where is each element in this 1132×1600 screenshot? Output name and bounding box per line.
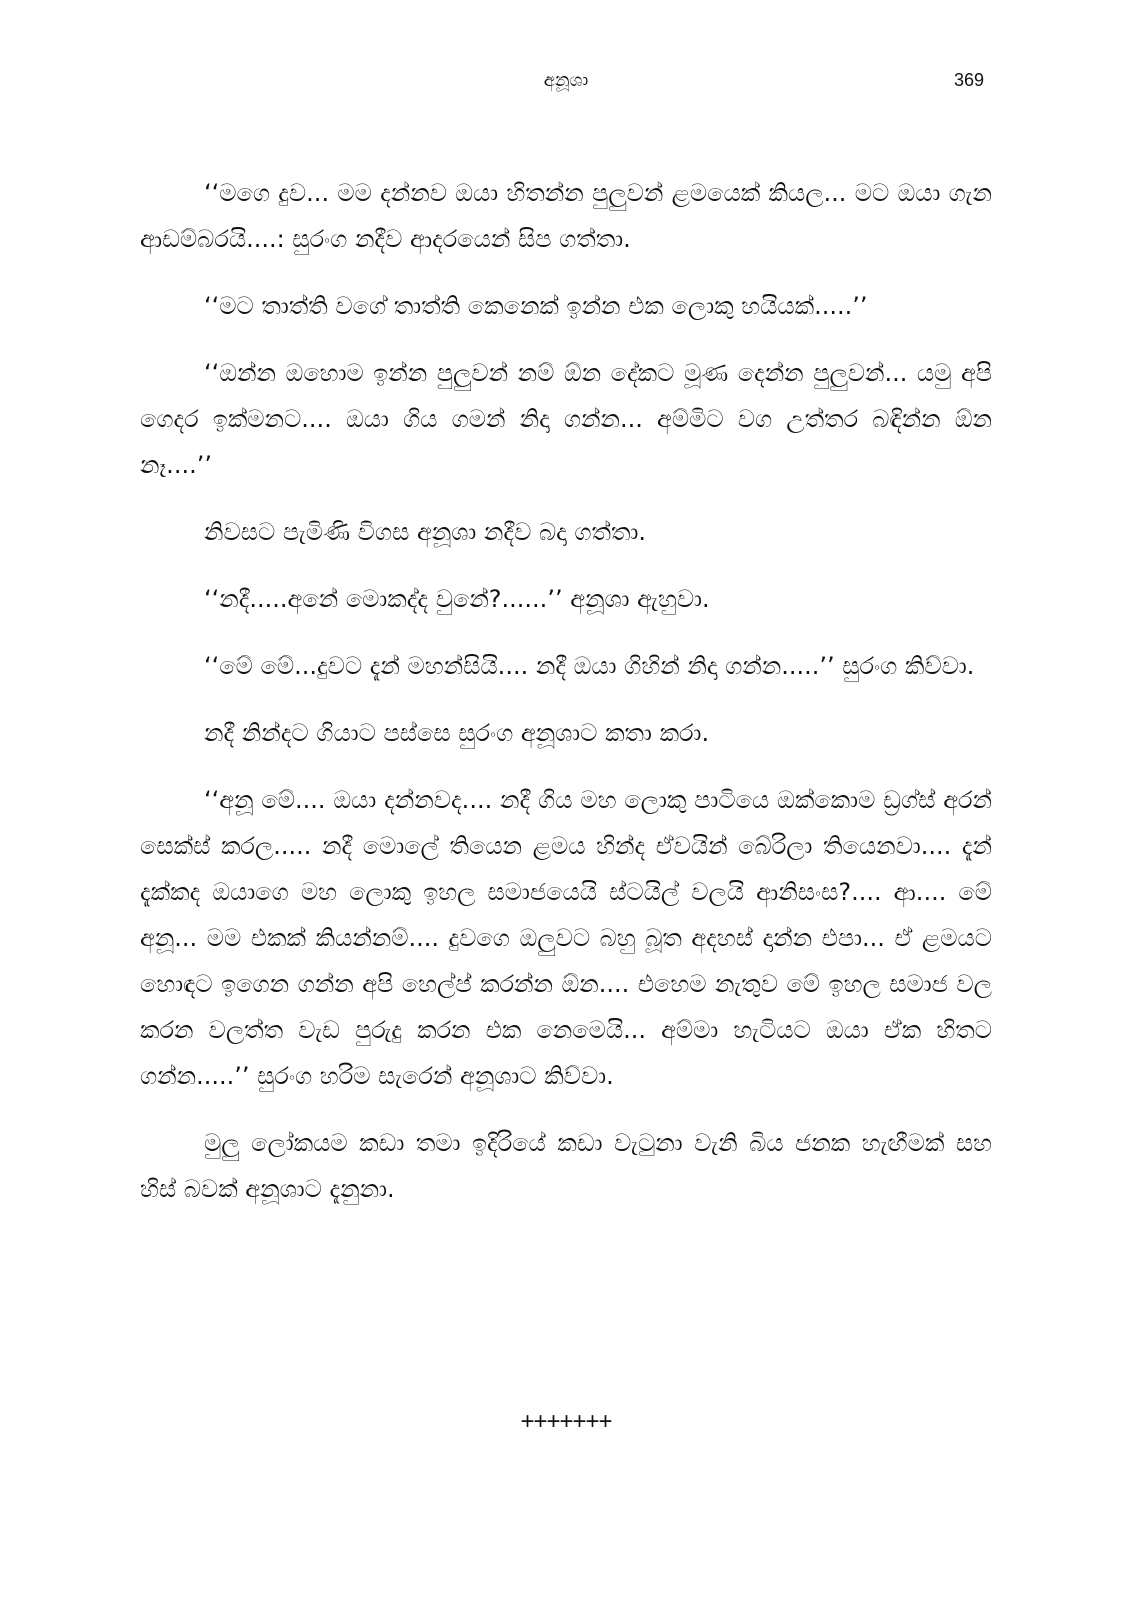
page-number: 369 xyxy=(953,70,984,90)
paragraph: ‘‘මගෙ දුව... මම දන්නව ඔයා හිතන්න පුලුවන් ළමයෙක් කියල... මට ඔයා ගැන ආඩම්බරයි....: සුරංග නදීව ආදරයෙන් සිප ගත්තා. xyxy=(140,179,992,253)
paragraph: ‘‘අනූ මේ.... ඔයා දන්නවද.... නදී ගිය මහ ලොකු පාටියෙ ඔක්කොම ඩ්‍රග්ස් අරන් සෙක්ස් කරල..... නදී මොලේ තියෙන ළමය හින්ද ඒවයින් බේරිලා තියෙනවා.... දැන් දැක්කද ඔයාගෙ මහ ලොකු ඉහල සමාජයෙයි ස්ටයිල් වලයි ආනිසංස?.... ආ.... මේ අනූ... මම එකක් කියන්නම්.... දුවගෙ ඔලුවට බහු බූත අදහස් දාන්න එපා... ඒ ළමයට හොඳට ඉගෙන ගන්න අපි හෙල්ප් කරන්න ඕන.... එහෙම නැතුව මේ ඉහල සමාජ වල කරන වලත්ත වැඩ පුරුදු කරන එක නෙමෙයි... අම්මා හැටියට ඔයා ඒක හිතට ගන්න.....’’ සුරංග හරිම සැරෙන් අනූශාට කිව්වා. xyxy=(140,786,992,1090)
paragraph: ‘‘නදී.....අනේ මොකද්ද වුනේ?......’’ අනූශා ඇහුවා. xyxy=(204,585,710,613)
paragraph: නිවසට පැමිණි විගස අනූශා නදීව බදා ගත්තා. xyxy=(204,518,647,546)
paragraph: නදී නින්දට ගියාට පස්සෙ සුරංග අනූශාට කතා කරා. xyxy=(204,719,710,747)
paragraph: ‘‘මට තාත්ති වගේ තාත්ති කෙනෙක් ඉන්න එක ලොකු හයියක්.....’’ xyxy=(204,292,868,320)
section-separator: +++++++ xyxy=(520,1408,612,1435)
body-text xyxy=(140,170,992,1233)
paragraph: ‘‘ඔන්න ඔහොම ඉන්න පුලුවන් නම් ඕන දේකට මූණ දෙන්න පුලුවන්... යමු අපි ගෙදර ඉක්මනට.... ඔයා ගිය ගමන් නිදා ගන්න... අම්මිට වග උත්තර බඳින්න ඕන නෑ....’’ xyxy=(140,359,992,479)
paragraph: මුලු ලෝකයම කඩා තමා ඉදිරියේ කඩා වැටුනා වැනි බිය ජනක හැඟීමක් සහ හිස් බවක් අනූශාට දැනුනා. xyxy=(140,1129,992,1203)
paragraph: ‘‘මේ මේ...දුවට දැන් මහන්සියි.... නදී ඔයා ගිහින් නිදා ගන්න.....’’ සුරංග කිව්වා. xyxy=(204,652,975,680)
running-header-title: අනූශා xyxy=(543,70,589,91)
